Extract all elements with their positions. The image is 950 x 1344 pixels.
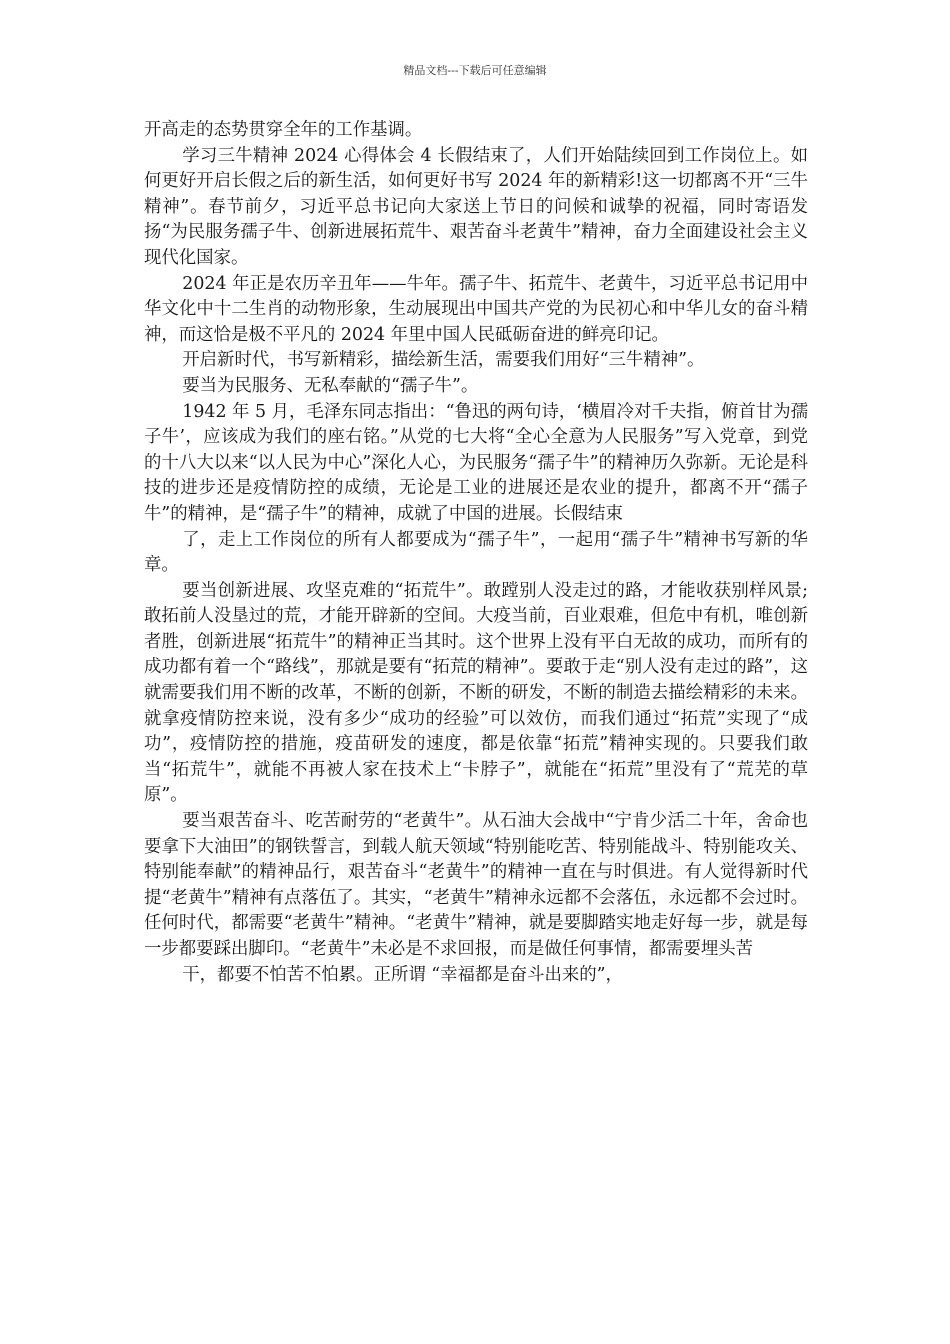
paragraph-3: 2024 年正是农历辛丑年——牛年。孺子牛、拓荒牛、老黄牛，习近平总书记用中华文化中十二生肖的动物形象，生动展现出中国共产党的为民初心和中华儿女的奋斗精神，而这恰是极不平凡的 2024 年里中国人民砥砺奋进的鲜亮印记。 (144, 273, 808, 345)
page-header: 精品文档---下载后可任意编辑 (403, 64, 547, 77)
paragraph-2: 学习三牛精神 2024 心得体会 4 长假结束了，人们开始陆续回到工作岗位上。如何更好开启长假之后的新生活，如何更好书写 2024 年的新精彩!这一切都离不开“三牛精神”。春节前夕，习近平总书记向大家送上节日的问候和诚挚的祝福，同时寄语发扬“为民服务孺子牛、创新进展拓荒牛、艰苦奋斗老黄牛”精神，奋力全面建设社会主义现代化国家。 (144, 145, 808, 268)
paragraph-6: 1942 年 5 月，毛泽东同志指出：“鲁迅的两句诗，‘横眉冷对千夫指，俯首甘为孺子牛’，应该成为我们的座右铭。”从党的七大将“全心全意为人民服务”写入党章，到党的十八大以来“以人民为中心”深化人心，为民服务“孺子牛”的精神历久弥新。无论是科技的进步还是疫情防控的成绩，无论是工业的进展还是农业的提升，都离不开“孺子牛”的精神，是“孺子牛”的精神，成就了中国的进展。长假结束 (144, 401, 808, 524)
paragraph-5: 要当为民服务、无私奉献的“孺子牛”。 (182, 375, 479, 396)
paragraph-9: 要当艰苦奋斗、吃苦耐劳的“老黄牛”。从石油大会战中“宁肯少活二十年，舍命也要拿下大油田”的钢铁誓言，到载人航天领域“特别能吃苦、特别能战斗、特别能攻关、特别能奉献”的精神品行，艰苦奋斗“老黄牛”的精神一直在与时俱进。有人觉得新时代提“老黄牛”精神有点落伍了。其实，“老黄牛”精神永远都不会落伍，永远都不会过时。任何时代，都需要“老黄牛”精神。“老黄牛”精神，就是要脚踏实地走好每一步，就是每一步都要踩出脚印。“老黄牛”未必是不求回报，而是做任何事情，都需要埋头苦 (144, 811, 808, 959)
paragraph-4: 开启新时代，书写新精彩，描绘新生活，需要我们用好“三牛精神”。 (182, 350, 705, 371)
paragraph-1: 开高走的态势贯穿全年的工作基调。 (144, 120, 423, 140)
document-body (144, 118, 808, 988)
paragraph-10: 干，都要不怕苦不怕累。正所谓 “幸福都是奋斗出来的”， (182, 964, 623, 985)
paragraph-7: 了，走上工作岗位的所有人都要成为“孺子牛”，一起用“孺子牛”精神书写新的华章。 (144, 529, 808, 576)
paragraph-8: 要当创新进展、攻坚克难的“拓荒牛”。敢蹚别人没走过的路，才能收获别样风景;敢拓前人没垦过的荒，才能开辟新的空间。大疫当前，百业艰难，但危中有机，唯创新者胜，创新进展“拓荒牛”的精神正当其时。这个世界上没有平白无故的成功，而所有的成功都有着一个“路线”，那就是要有“拓荒的精神”。要敢于走“别人没有走过的路”，这就需要我们用不断的改革，不断的创新，不断的研发，不断的制造去描绘精彩的未来。就拿疫情防控来说，没有多少“成功的经验”可以效仿，而我们通过“拓荒”实现了“成功”，疫情防控的措施，疫苗研发的速度，都是依靠“拓荒”精神实现的。只要我们敢当“拓荒牛”，就能不再被人家在技术上“卡脖子”，就能在“拓荒”里没有了“荒芜的草原”。 (144, 580, 808, 806)
